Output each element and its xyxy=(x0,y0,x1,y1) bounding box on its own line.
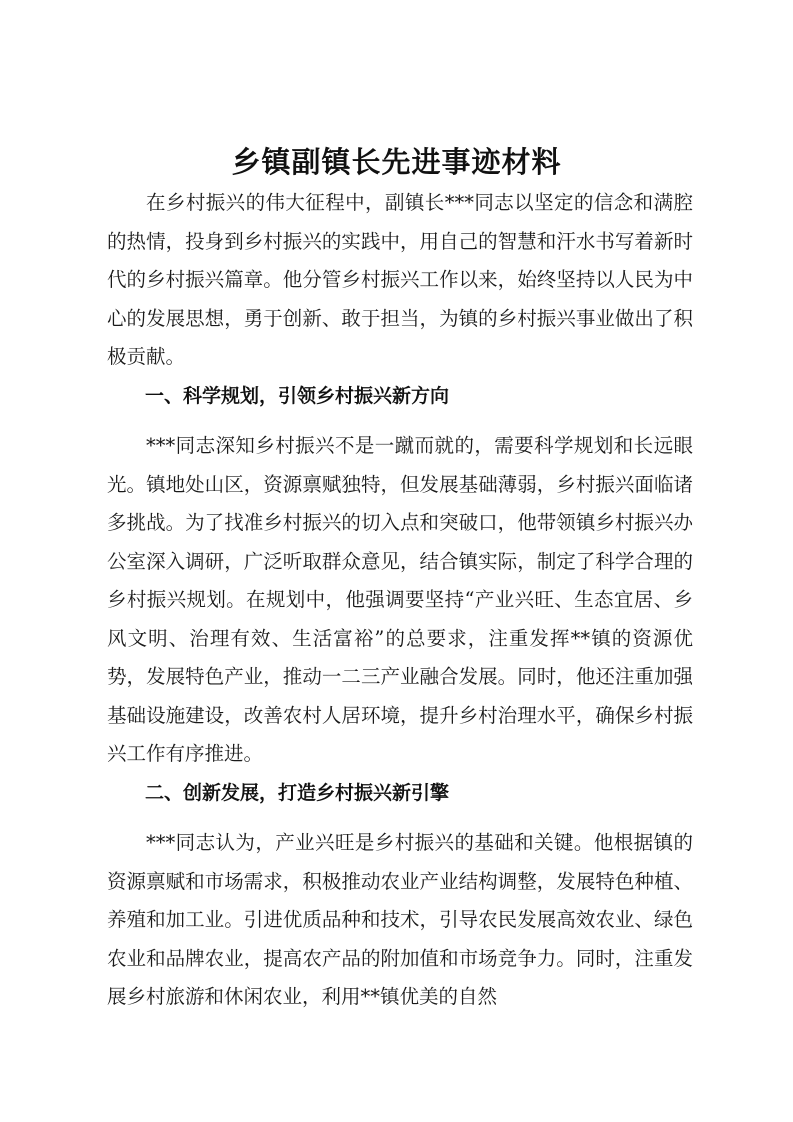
document-body xyxy=(107,184,693,1017)
document-title: 乡镇副镇长先进事迹材料 xyxy=(231,145,562,179)
section-heading-2: 二、创新发展，打造乡村振兴新引擎 xyxy=(145,781,450,804)
section-heading-1: 一、科学规划，引领乡村振兴新方向 xyxy=(145,384,450,407)
section-paragraph-1: ***同志深知乡村振兴不是一蹴而就的，需要科学规划和长远眼光。镇地处山区，资源禀赋独特，但发展基础薄弱，乡村振兴面临诸多挑战。为了找准乡村振兴的切入点和突破口，他带领镇乡村振兴办公室深入调研，广泛听取群众意见，结合镇实际，制定了科学合理的乡村振兴规划。在规划中，他强调要坚持“产业兴旺、生态宜居、乡风文明、治理有效、生活富裕”的总要求，注重发挥**镇的资源优势，发展特色产业，推动一二三产业融合发展。同时，他还注重加强基础设施建设，改善农村人居环境，提升乡村治理水平，确保乡村振兴工作有序推进。 xyxy=(107,434,693,765)
spacer xyxy=(107,415,693,427)
section-paragraph-2: ***同志认为，产业兴旺是乡村振兴的基础和关键。他根据镇的资源禀赋和市场需求，积极推动农业产业结构调整，发展特色种植、养殖和加工业。引进优质品种和技术，引导农民发展高效农业、绿色农业和品牌农业，提高农产品的附加值和市场竞争力。同时，注重发展乡村旅游和休闲农业，利用**镇优美的自然 xyxy=(107,831,693,1008)
intro-paragraph: 在乡村振兴的伟大征程中，副镇长***同志以坚定的信念和满腔的热情，投身到乡村振兴的实践中，用自己的智慧和汗水书写着新时代的乡村振兴篇章。他分管乡村振兴工作以来，始终坚持以人民为中心的发展思想，勇于创新、敢于担当，为镇的乡村振兴事业做出了积极贡献。 xyxy=(107,191,693,368)
spacer xyxy=(107,812,693,824)
